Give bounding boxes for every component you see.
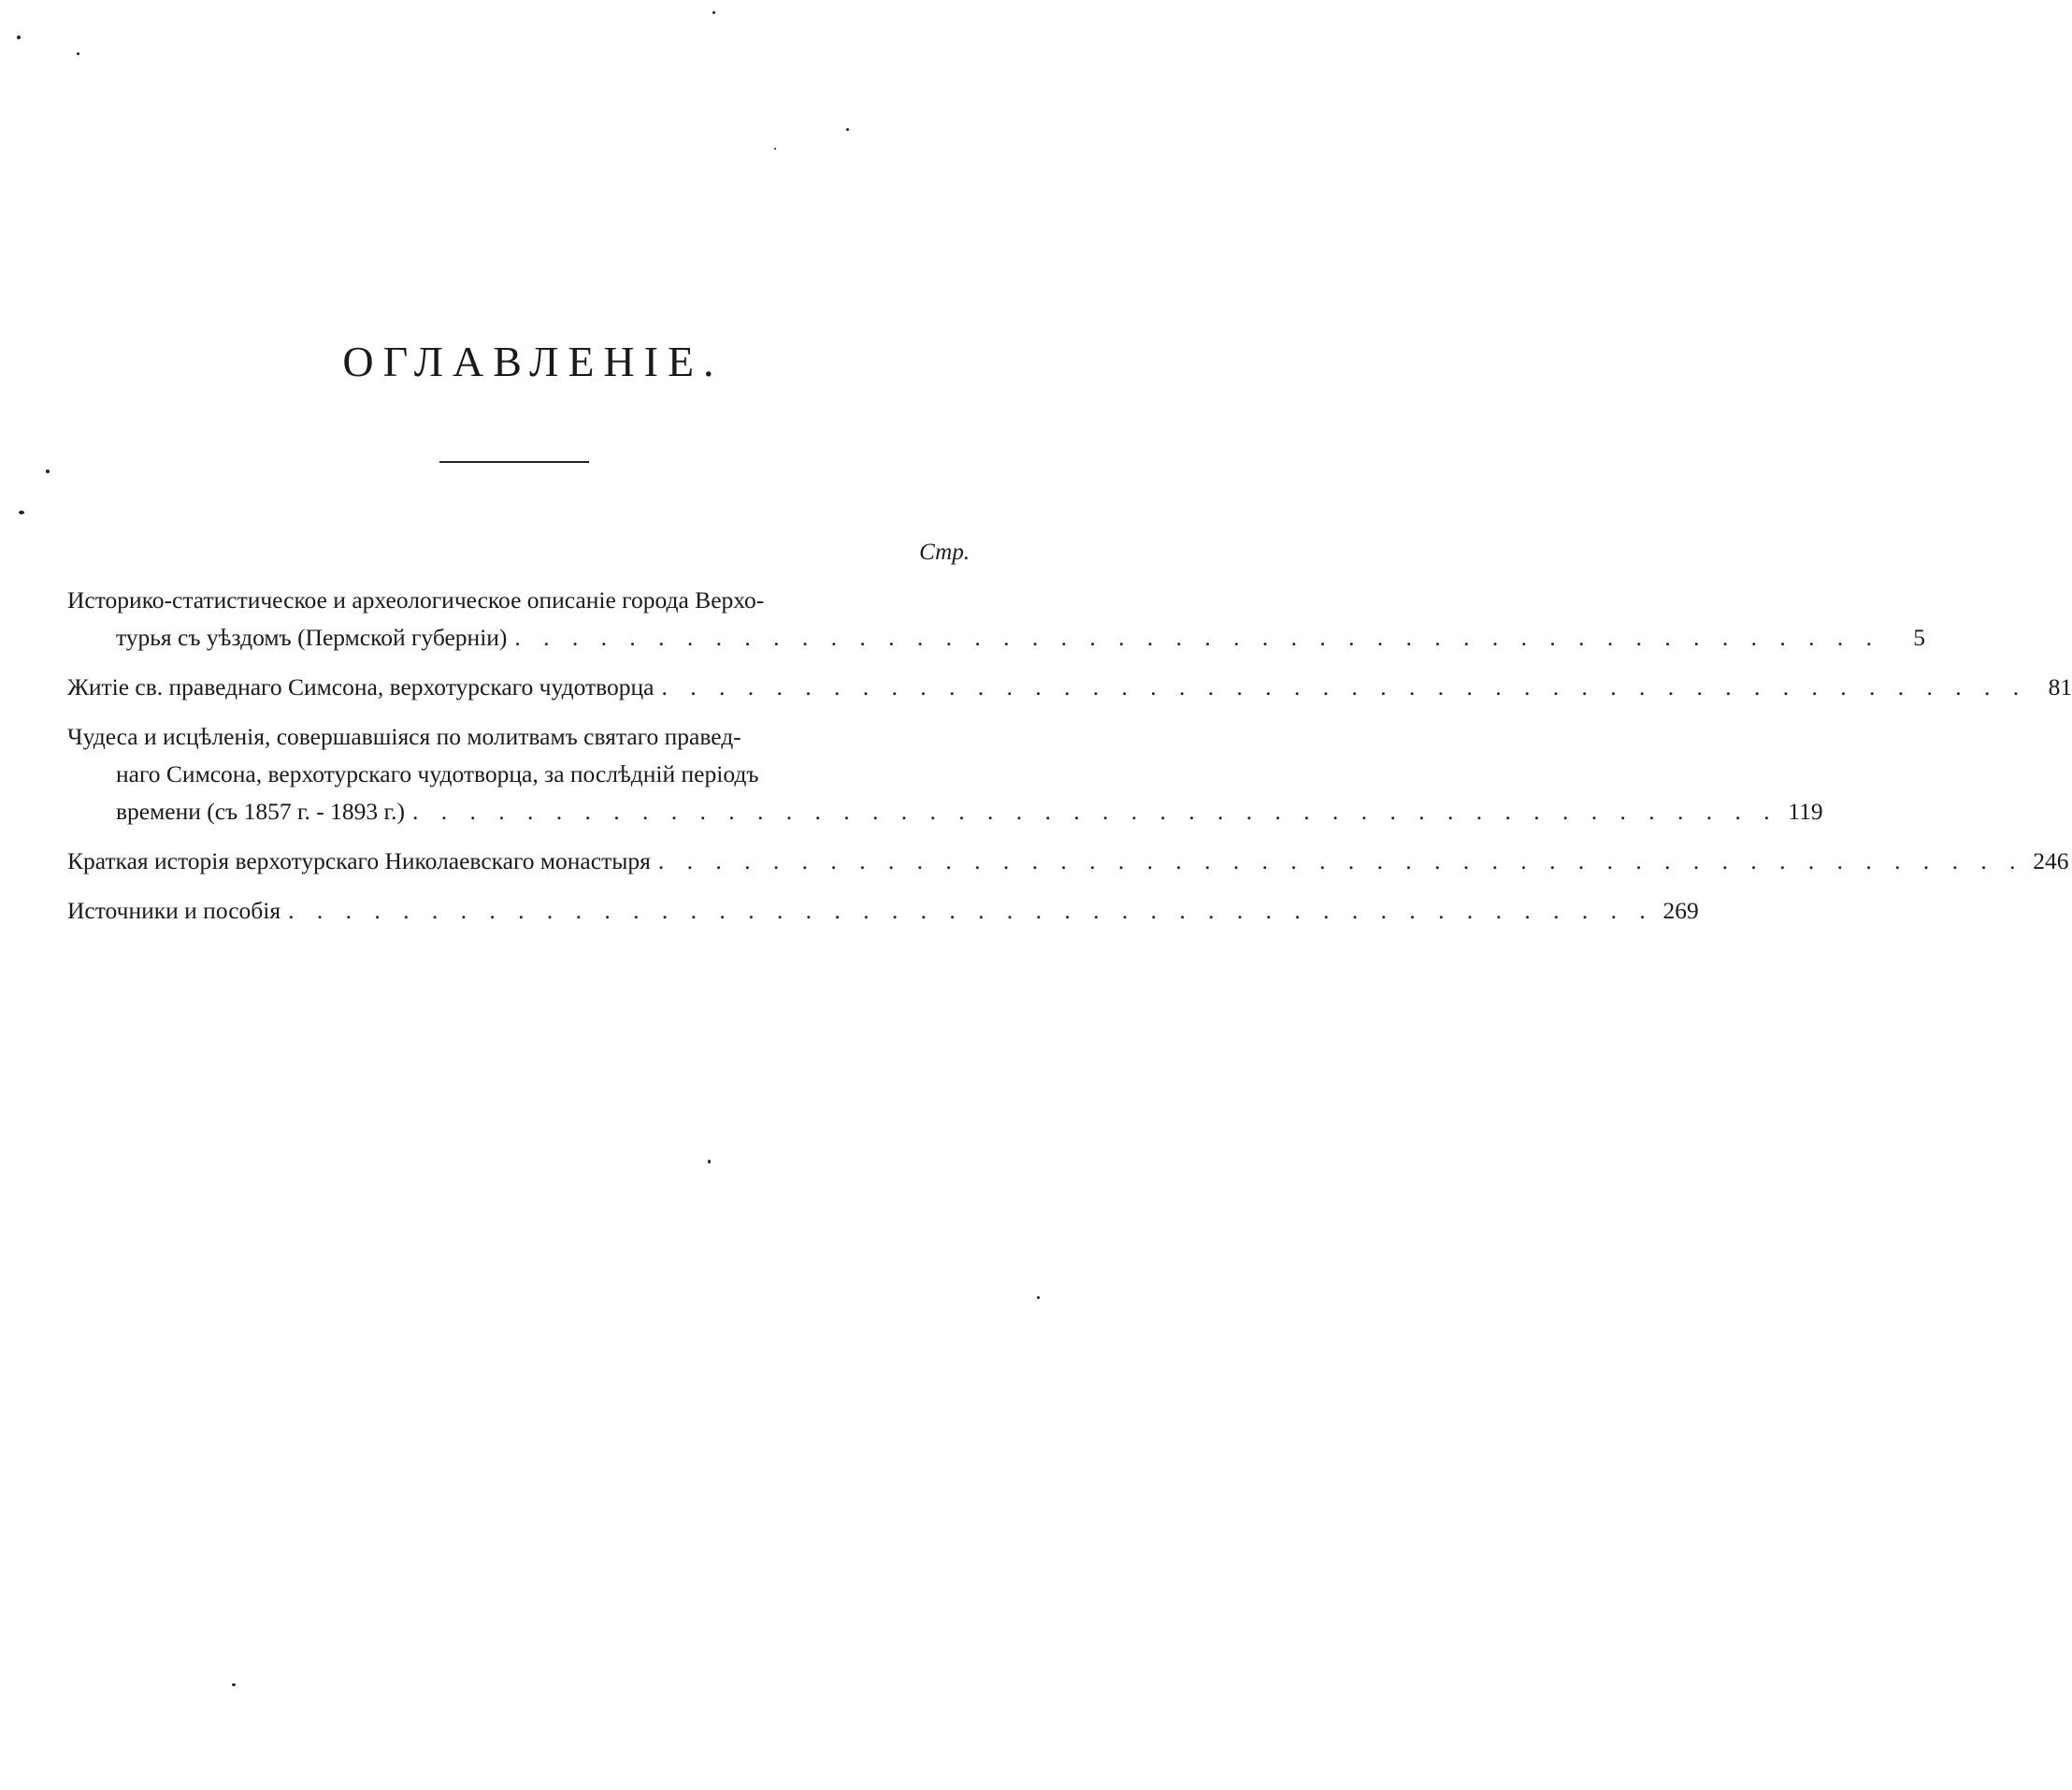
- title-divider: [439, 461, 589, 463]
- toc-page-number: 81: [2048, 673, 2072, 700]
- dot-leader: . . . . . . . . . . . . . . . . . . . . . . . . . . . . . . . . . . . . . . . . . . . . . . . .: [412, 798, 1778, 825]
- toc-entry-last-line: [67, 892, 1699, 930]
- scan-speck: [712, 11, 715, 14]
- table-of-contents: [67, 582, 2072, 942]
- toc-entry-last-line: [67, 669, 2072, 706]
- scan-speck: [77, 52, 79, 55]
- toc-entry: [67, 843, 2069, 880]
- toc-entry-text: Источники и пособія: [67, 897, 281, 924]
- dot-leader: . . . . . . . . . . . . . . . . . . . . . . . . . . . . . . . . . . . . . . . . . . . . . . . .: [514, 624, 1881, 651]
- scan-speck: [846, 128, 849, 131]
- toc-entry-last-line: [67, 619, 1926, 657]
- scan-speck: [1037, 1296, 1040, 1299]
- toc-entry-text: Краткая исторія верхотурскаго Николаевскаго монастыря: [67, 847, 651, 874]
- dot-leader: . . . . . . . . . . . . . . . . . . . . . . . . . . . . . . . . . . . . . . . . . . . . . . . .: [657, 847, 2024, 874]
- scan-speck: [774, 148, 776, 150]
- toc-page-number: 269: [1662, 897, 1699, 924]
- toc-entry-last-line: [67, 793, 1823, 830]
- toc-entry: [67, 718, 1823, 830]
- toc-entry-text: Историко-статистическое и археологическое описаніе города Верхо-: [67, 586, 765, 614]
- dot-leader: . . . . . . . . . . . . . . . . . . . . . . . . . . . . . . . . . . . . . . . . . . . . . . . .: [661, 673, 2028, 700]
- toc-entry-last-line: [67, 843, 2069, 880]
- scan-speck: [19, 511, 24, 514]
- scan-speck: [17, 36, 21, 39]
- scan-speck: [232, 1683, 236, 1686]
- page-title: ОГЛАВЛЕНІЕ.: [342, 338, 724, 385]
- scan-speck: [46, 469, 50, 473]
- toc-entry-text: наго Симсона, верхотурскаго чудотворца, за послѣдній періодъ: [116, 760, 759, 787]
- toc-entry: [67, 669, 2072, 706]
- dot-leader: . . . . . . . . . . . . . . . . . . . . . . . . . . . . . . . . . . . . . . . . . . . . . . . .: [288, 897, 1654, 924]
- toc-entry: [67, 892, 1699, 930]
- toc-page-number: 246: [2033, 847, 2069, 874]
- toc-entry-text: Чудеса и исцѣленія, совершавшіяся по молитвамъ святаго правед-: [67, 723, 741, 750]
- toc-entry-text: времени (съ 1857 г. - 1893 г.): [116, 798, 406, 825]
- toc-entry: [67, 582, 1926, 657]
- toc-entry-text: турья съ уѣздомъ (Пермской губерніи): [116, 624, 508, 651]
- toc-page-number: 5: [1913, 624, 1926, 651]
- toc-entry-text: Житіе св. праведнаго Симсона, верхотурскаго чудотворца: [67, 673, 655, 700]
- scan-speck: [708, 1160, 711, 1163]
- page-column-label: Стр.: [919, 540, 970, 565]
- toc-page-number: 119: [1788, 798, 1823, 825]
